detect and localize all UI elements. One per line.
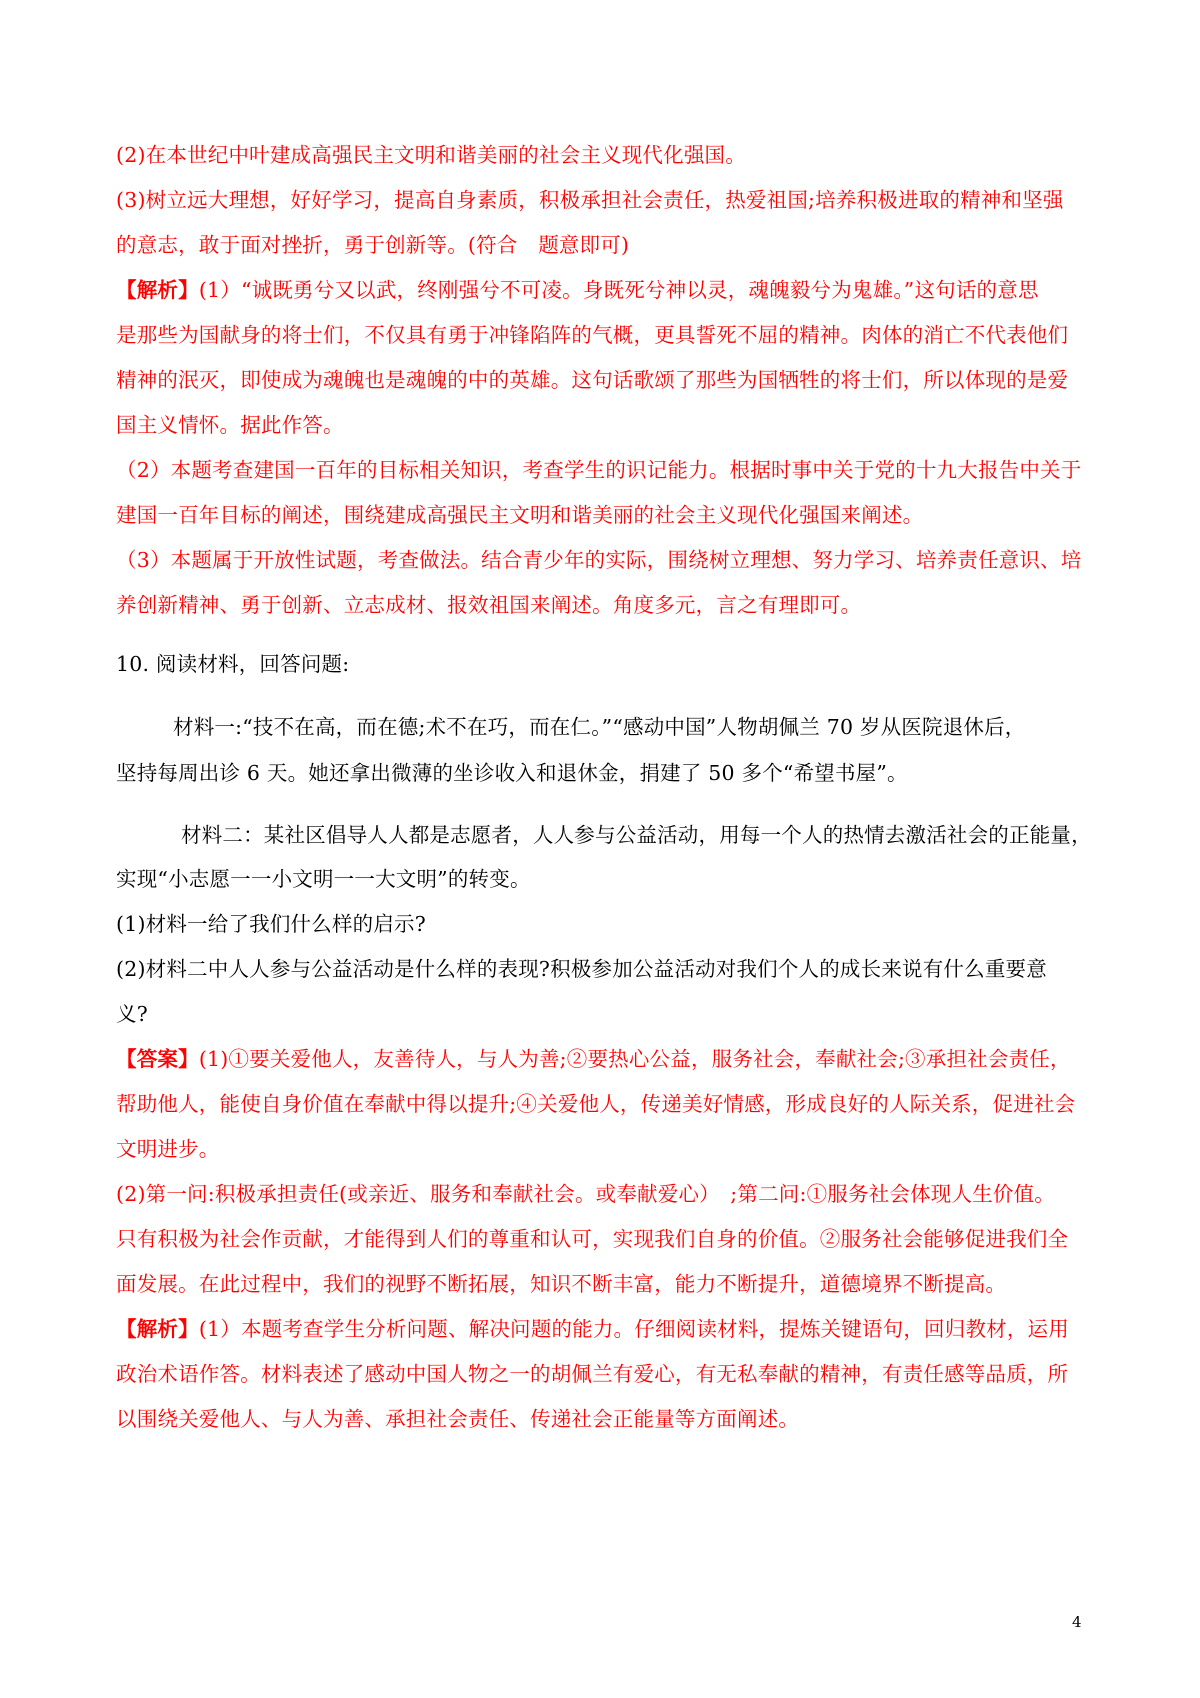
analysis-line: （3）本题属于开放性试题，考查做法。结合青少年的实际，围绕树立理想、努力学习、培养责任意识、培	[116, 548, 1082, 572]
material-line: 材料二：某社区倡导人人都是志愿者，人人参与公益活动，用每一个人的热情去激活社会的正能量，	[181, 823, 1092, 847]
analysis-line	[116, 276, 1039, 304]
analysis-line: （2）本题考查建国一百年的目标相关知识，考查学生的识记能力。根据时事中关于党的十九大报告中关于	[116, 458, 1082, 482]
sub-question: 义?	[116, 1002, 148, 1026]
answer-tag: 【答案】	[116, 1047, 199, 1071]
analysis-text: (1）本题考查学生分析问题、解决问题的能力。仔细阅读材料，提炼关键语句，回归教材，运用	[198, 1317, 1069, 1341]
analysis-line: 建国一百年目标的阐述，围绕建成高强民主文明和谐美丽的社会主义现代化强国来阐述。	[116, 503, 924, 527]
answer-line: (2)在本世纪中叶建成高强民主文明和谐美丽的社会主义现代化强国。	[116, 143, 746, 167]
material-line: 实现“小志愿一一小文明一一大文明”的转变。	[116, 867, 531, 891]
answer-line: 面发展。在此过程中，我们的视野不断拓展，知识不断丰富，能力不断提升，道德境界不断提高。	[116, 1272, 1007, 1296]
answer-line: 的意志，敢于面对挫折，勇于创新等。(符合 题意即可)	[116, 233, 630, 257]
question-title: 10. 阅读材料，回答问题:	[116, 652, 350, 676]
answer-line: (3)树立远大理想，好好学习，提高自身素质，积极承担社会责任，热爱祖国;培养积极进取的精神和坚强	[116, 188, 1064, 212]
analysis-line: 以围绕关爱他人、与人为善、承担社会责任、传递社会正能量等方面阐述。	[116, 1407, 800, 1431]
sub-question: (1)材料一给了我们什么样的启示?	[116, 912, 426, 936]
analysis-line: 是那些为国献身的将士们，不仅具有勇于冲锋陷阵的气概，更具誓死不屈的精神。肉体的消亡不代表他们	[116, 323, 1069, 347]
answer-line: 文明进步。	[116, 1137, 220, 1161]
page-number: 4	[1072, 1613, 1082, 1631]
answer-line	[116, 1045, 1071, 1073]
analysis-line: 养创新精神、勇于创新、立志成材、报效祖国来阐述。角度多元，言之有理即可。	[116, 593, 862, 617]
material-line: 坚持每周出诊 6 天。她还拿出微薄的坐诊收入和退休金，捐建了 50 多个“希望书屋”。	[116, 761, 908, 785]
analysis-text: (1）“诚既勇兮又以武，终刚强兮不可凌。身既死兮神以灵，魂魄毅兮为鬼雄。”这句话的意思	[198, 278, 1039, 302]
analysis-line	[116, 1315, 1069, 1343]
analysis-line: 政治术语作答。材料表述了感动中国人物之一的胡佩兰有爱心，有无私奉献的精神，有责任感等品质，所	[116, 1362, 1069, 1386]
analysis-tag: 【解析】	[116, 1317, 199, 1341]
answer-line: 只有积极为社会作贡献，才能得到人们的尊重和认可，实现我们自身的价值。②服务社会能够促进我们全	[116, 1227, 1069, 1251]
analysis-line: 国主义情怀。据此作答。	[116, 413, 344, 437]
answer-line: 帮助他人，能使自身价值在奉献中得以提升;④关爱他人，传递美好情感，形成良好的人际关系，促进社会	[116, 1092, 1076, 1116]
material-line: 材料一:“技不在高，而在德;术不在巧，而在仁。”“感动中国”人物胡佩兰 70 岁从医院退休后，	[173, 715, 1026, 739]
sub-question: (2)材料二中人人参与公益活动是什么样的表现?积极参加公益活动对我们个人的成长来说有什么重要意	[116, 957, 1047, 981]
answer-text: (1)①要关爱他人，友善待人，与人为善;②要热心公益，服务社会，奉献社会;③承担社会责任，	[198, 1047, 1071, 1071]
analysis-line: 精神的泯灭，即使成为魂魄也是魂魄的中的英雄。这句话歌颂了那些为国牺牲的将士们，所以体现的是爱	[116, 368, 1069, 392]
analysis-tag: 【解析】	[116, 278, 199, 302]
answer-line: (2)第一问:积极承担责任(或亲近、服务和奉献社会。或奉献爱心） ;第二问:①服务社会体现人生价值。	[116, 1182, 1056, 1206]
